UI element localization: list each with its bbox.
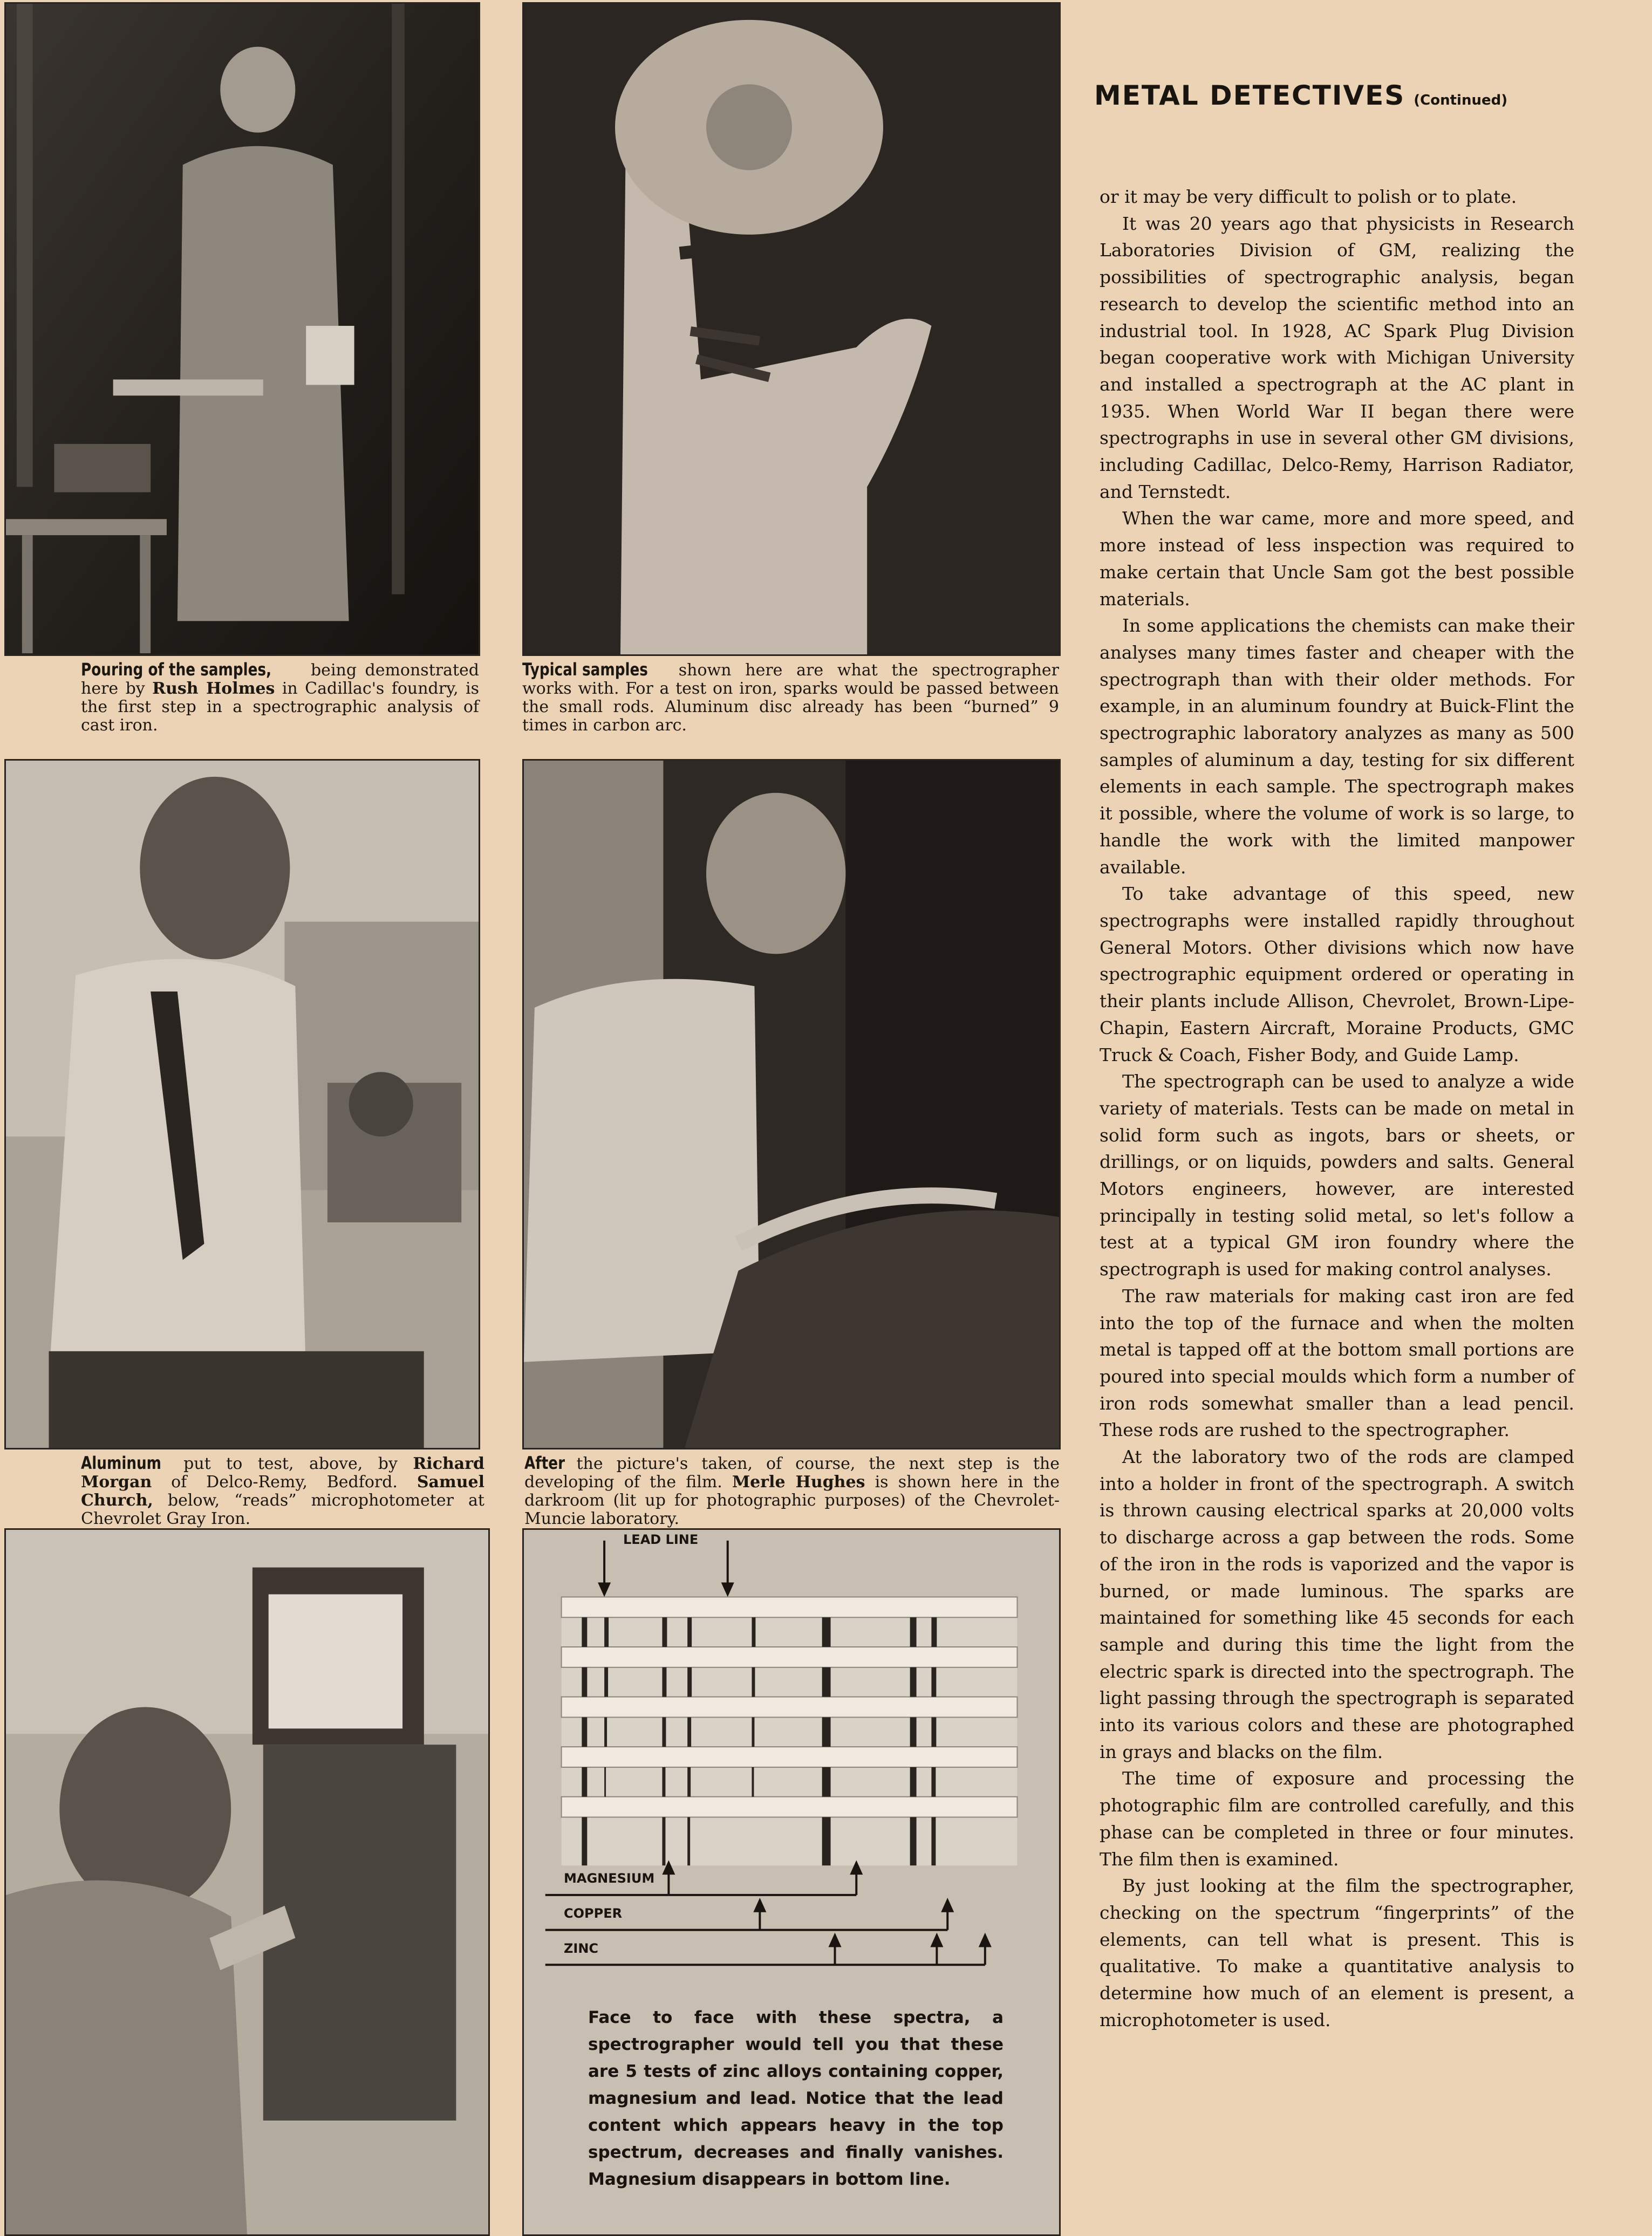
- caption-after-name: Merle Hughes: [732, 1473, 865, 1492]
- article-paragraph: To take advantage of this speed, new spectrographs were installed rapidly throughout General Motors. Other divisions which now have spectrographic equipment ordered or operating in their plants include Allison, Chevrolet, Brown-Lipe-Chapin, Eastern Aircraft, Moraine Products, GMC Truck & Coach, Fisher Body, and Guide Lamp.: [1100, 883, 1574, 1065]
- photo-microphotometer: [4, 1528, 490, 2236]
- article-headline: [1094, 80, 1580, 111]
- caption-aluminum-text-3: below, “reads” microphotometer at Chevrolet Gray Iron.: [81, 1491, 484, 1528]
- caption-pouring: [81, 660, 479, 735]
- caption-typical-lead: Typical samples: [522, 659, 648, 680]
- headline-continued: (Continued): [1414, 92, 1508, 108]
- photo-darkroom: [522, 759, 1061, 1449]
- caption-pouring-name: Rush Holmes: [152, 679, 275, 698]
- article-paragraph: By just looking at the film the spectrographer, checking on the spectrum “fingerprints” of the elements, can tell what is present. This is qualitative. To make a quantitative analysis to determine how much of an element is present, a microphotometer is used.: [1100, 1875, 1574, 2030]
- caption-typical-samples: [522, 660, 1059, 735]
- caption-aluminum-name: Richard Morgan: [81, 1454, 484, 1492]
- magnesium-label: MAGNESIUM: [564, 1871, 655, 1886]
- photo-aluminum-test: [4, 759, 480, 1449]
- caption-aluminum-text-2: of Delco-Remy, Bedford.: [152, 1473, 417, 1492]
- headline-title: METAL DETECTIVES: [1094, 80, 1405, 111]
- article-paragraph: or it may be very difficult to polish or to plate.: [1100, 186, 1517, 207]
- photo-pouring-samples: [4, 2, 480, 656]
- article-paragraph: At the laboratory two of the rods are clamped into a holder in front of the spectrograph. A switch is thrown causing electrical sparks at 20,000 volts to discharge across a gap between the rods. Some of the iron in the rods is vaporized and the vapor is burned, or made luminous. The sparks are maintained for something like 45 seconds for each sample and during this time the light from the electric spark is directed into the spectrograph. The light passing through the spectrograph is separated into its various colors and these are photographed in grays and blacks on the film.: [1100, 1446, 1574, 1762]
- caption-after-lead: After: [524, 1453, 565, 1473]
- caption-pouring-text: being demonstrated here by: [81, 661, 479, 698]
- article-paragraph: It was 20 years ago that physicists in Research Laboratories Division of GM, realizing the possibilities of spectrographic analysis, began research to develop the scientific method into an industrial tool. In 1928, AC Spark Plug Division began cooperative work with Michigan University and installed a spectrograph at the AC plant in 1935. When World War II began there were spectrographs in use in several other GM divisions, including Cadillac, Delco-Remy, Harrison Radiator, and Ternstedt.: [1100, 213, 1574, 502]
- caption-aluminum: [81, 1454, 484, 1528]
- lead-line-label: LEAD LINE: [623, 1532, 699, 1547]
- article-paragraph: When the war came, more and more speed, and more instead of less inspection was required to make certain that Uncle Sam got the best possible materials.: [1100, 508, 1574, 610]
- caption-after: [524, 1454, 1060, 1528]
- article-body: [1100, 183, 1574, 2034]
- caption-aluminum-text: put to test, above, by: [168, 1454, 413, 1473]
- copper-label: COPPER: [564, 1906, 623, 1921]
- caption-aluminum-lead: Aluminum: [81, 1453, 162, 1473]
- photo-typical-samples: [522, 2, 1061, 656]
- caption-typical-text: shown here are what the spectrographer works with. For a test on iron, sparks would be passed between the small rods. Aluminum disc already has been “burned” 9 times in carbon arc.: [522, 661, 1059, 735]
- zinc-label: ZINC: [564, 1941, 599, 1956]
- spectrum-strips: [562, 1597, 1018, 1865]
- caption-aluminum-name-2: Samuel Church,: [81, 1473, 484, 1510]
- article-paragraph: The raw materials for making cast iron are fed into the top of the furnace and when the molten metal is tapped off at the bottom small portions are poured into special moulds which form a number of iron rods somewhat smaller than a lead pencil. These rods are rushed to the spectrographer.: [1100, 1285, 1574, 1441]
- spectra-caption: Face to face with these spectra, a spectrographer would tell you that these are 5 tests of zinc alloys containing copper, magnesium and lead. Notice that the lead content which appears heavy in the top spectrum, decreases and finally vanishes. Magnesium disappears in bottom line.: [588, 2008, 1004, 2189]
- article-paragraph: The spectrograph can be used to analyze a wide variety of materials. Tests can be made on metal in solid form such as ingots, bars or sheets, or drillings, or on liquids, powders and salts. General Motors engineers, however, are interested principally in testing solid metal, so let's follow a test at a typical GM iron foundry where the spectrograph is used for making control analyses.: [1100, 1071, 1574, 1280]
- caption-after-text-2: is shown here in the darkroom (lit up for photographic purposes) of the Chevrolet-Muncie laboratory.: [524, 1473, 1060, 1528]
- caption-after-text: the picture's taken, of course, the next step is the developing of the film.: [524, 1454, 1060, 1492]
- caption-pouring-lead: Pouring of the samples,: [81, 659, 272, 680]
- caption-pouring-text-2: in Cadillac's foundry, is the first step in a spectrographic analysis of cast iron.: [81, 679, 480, 735]
- article-paragraph: The time of exposure and processing the photographic film are controlled carefully, and this phase can be completed in three or four minutes. The film then is examined.: [1100, 1768, 1574, 1870]
- article-paragraph: In some applications the chemists can make their analyses many times faster and cheaper with the spectrograph than with their older methods. For example, in an aluminum foundry at Buick-Flint the spectrographic laboratory analyzes as many as 500 samples of aluminum a day, testing for six different elements in each sample. The spectrograph makes it possible, where the volume of work is so large, to handle the work with the limited manpower available.: [1100, 615, 1574, 878]
